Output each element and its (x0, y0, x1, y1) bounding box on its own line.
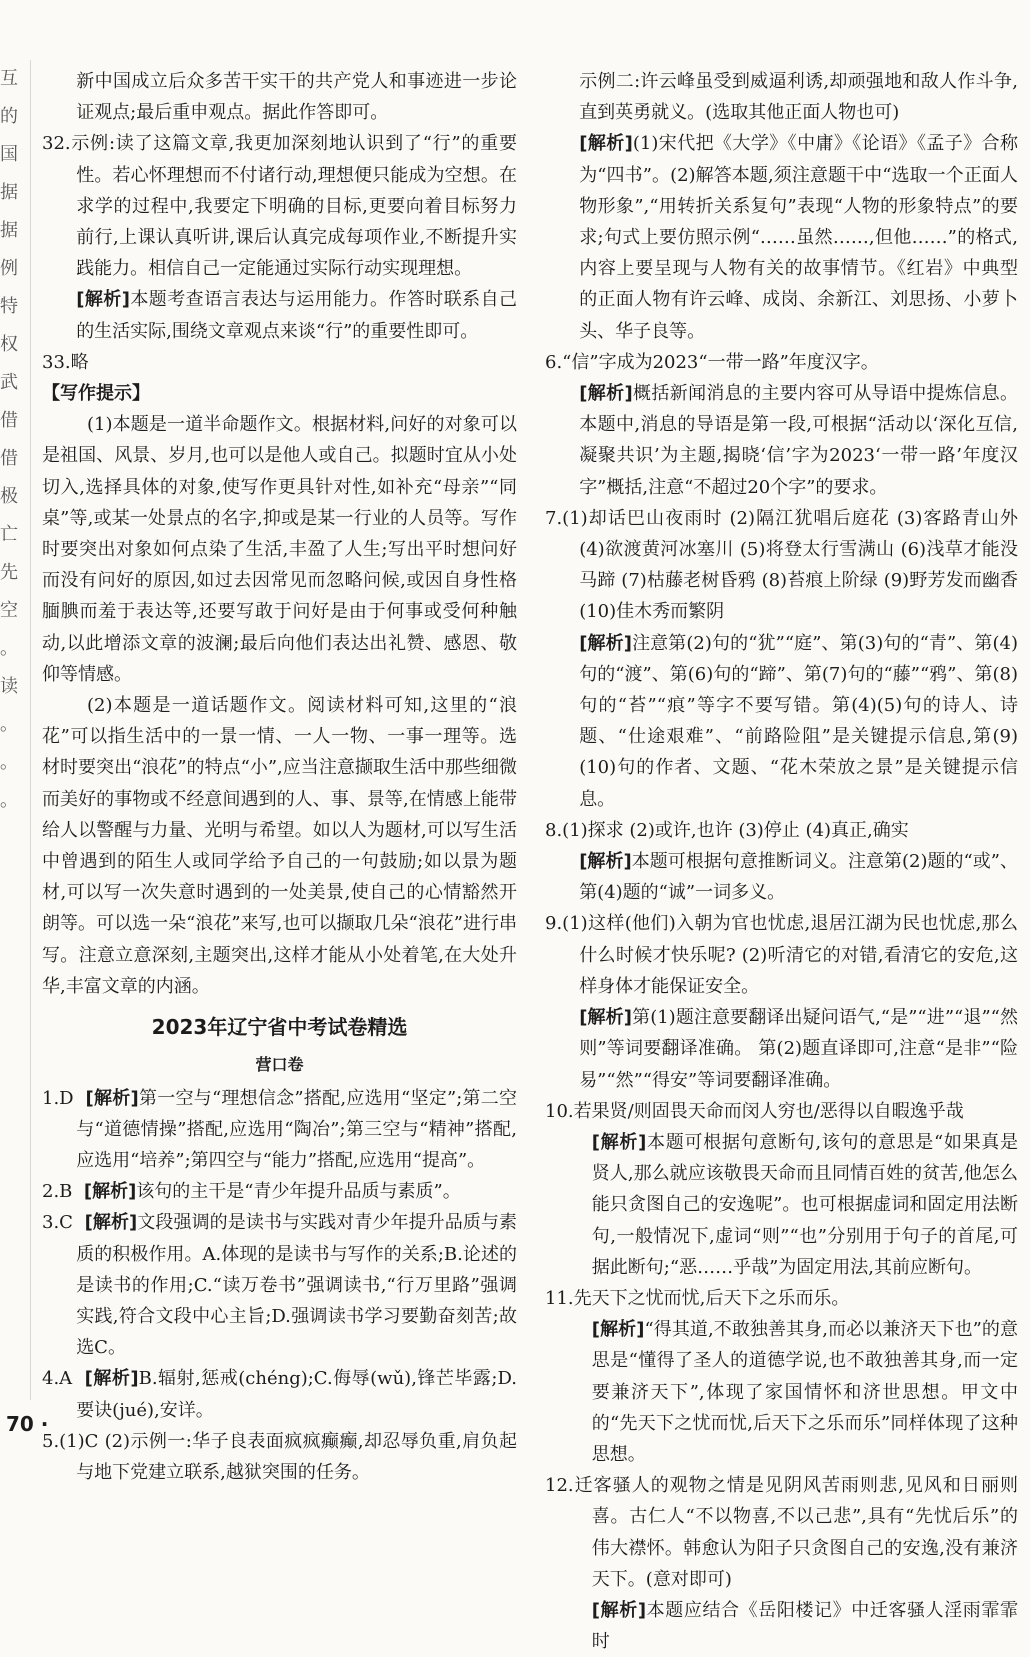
analysis-tag: [解析] (579, 851, 632, 873)
q5-analysis: [解析](1)宋代把《大学》《中庸》《论语》《孟子》合称为“四书”。(2)解答本题,须注意题干中“选取一个正面人物形象”,“用转折关系复句”表现“人物的形象特点”的要求;句式上要仿照示例“……虽然……,但他……”的格式,内容上要呈现与人物有关的故事情节。《红岩》中典型的正面人物有许云峰、成岗、余新江、刘思扬、小萝卜头、华子良等。 (579, 133, 1018, 342)
gutter-char: 。 (0, 790, 18, 811)
gutter-char: 亡 (0, 524, 18, 545)
q12-analysis: [解析]本题应结合《岳阳楼记》中迁客骚人淫雨霏霏时 (591, 1599, 1019, 1653)
gutter-char: 。 (0, 714, 18, 735)
gutter-char: 先 (0, 562, 18, 583)
q10-analysis: [解析]本题可根据句意断句,该句的意思是“如果真是贤人,那么就应该敬畏天命而且同情百姓的贫苦,他怎么能只贪图自己的安逸呢”。也可根据虚词和固定用法断句,一般情况下,虚词“则”“也”分别用于句子的首尾,可据此断句;“恶……乎哉”为固定用法,其前应断句。 (591, 1131, 1019, 1278)
gutter-char: 。 (0, 752, 18, 773)
q7-analysis: [解析]注意第(2)句的“犹”“庭”、第(3)句的“青”、第(4)句的“渡”、第(6)句的“蹄”、第(7)句的“藤”“鸦”、第(8)句的“苔”“痕”等字不要写错。第(4)(5)句的诗人、诗题、“仕途艰难”、“前路险阻”是关键提示信息,第(9)(10)句的作者、文题、“花木荣放之景”是关键提示信息。 (579, 632, 1019, 810)
left-gutter-fragments (0, 60, 22, 960)
analysis-tag: [解析] (85, 1087, 139, 1109)
writing-tip-1: (1)本题是一道半命题作文。根据材料,问好的对象可以是祖国、风景、岁月,也可以是他人或自己。拟题时宜从小处切入,选择具体的对象,使写作更具针对性,如补充“母亲”“同桌”等,或某一处景点的名字,抑或是某一行业的人员等。写作时要突出对象如何点染了生活,丰盈了人生;写出平时想问好而没有问好的原因,如过去因常见而忽略问候,或因自身性格腼腆而羞于表达等,还要写敢于问好是由于何事或受何种触动,以此增添文章的波澜;最后向他们表达出礼赞、感恩、敬仰等情感。 (42, 414, 517, 685)
q11-analysis: [解析]“得其道,不敢独善其身,而必以兼济天下也”的意思是“懂得了圣人的道德学说,也不敢独善其身,而一定要兼济天下”,体现了家国情怀和济世思想。甲文中的“先天下之忧而忧,后天下之乐而乐”同样体现了这种思想。 (591, 1319, 1018, 1465)
page-number: 70 · (6, 1412, 49, 1436)
analysis-tag: [解析] (83, 1181, 137, 1203)
q6-answer: 6.“信”字成为2023“一带一路”年度汉字。 (545, 351, 879, 373)
analysis-tag: [解析] (579, 632, 632, 654)
analysis-tag: [解析] (591, 1599, 647, 1621)
gutter-char: 的 (0, 106, 18, 127)
section-title: 2023年辽宁省中考试卷精选 (151, 1015, 408, 1040)
q31-continuation: 新中国成立后众多苦干实干的共产党人和事迹进一步论证观点;最后重申观点。据此作答即可。 (76, 71, 517, 124)
gutter-divider (30, 60, 31, 1400)
gutter-char: 权 (0, 334, 18, 355)
writing-tip-2: (2)本题是一道话题作文。阅读材料可知,这里的“浪花”可以指生活中的一景一情、一人一物、一事一理等。选材时要突出“浪花”的特点“小”,应当注意撷取生活中那些细微而美好的事物或不经意间遇到的人、事、景等,在情感上能带给人以警醒与力量、光明与希望。如以人为题材,可以写生活中曾遇到的陌生人或同学给予自己的一句鼓励;如以景为题材,可以写一次失意时遇到的一处美景,使自己的心情豁然开朗等。可以选一朵“浪花”来写,也可以撷取几朵“浪花”进行串写。注意立意深刻,主题突出,这样才能从小处着笔,在大处升华,丰富文章的内涵。 (42, 695, 517, 997)
gutter-char: 空 (0, 600, 18, 621)
gutter-char: 。 (0, 638, 18, 659)
q32-answer: 32.示例:读了这篇文章,我更加深刻地认识到了“行”的重要性。若心怀理想而不付诸行动,理想便只能成为空想。在求学的过程中,我要定下明确的目标,更要向着目标努力前行,上课认真听讲,课后认真完成每项作业,不断提升实践能力。相信自己一定能通过实际行动实现理想。 (42, 133, 517, 280)
subsection-title: 营口卷 (255, 1055, 304, 1075)
q7-answer: 7.(1)却话巴山夜雨时 (2)隔江犹唱后庭花 (3)客路青山外 (4)欲渡黄河冰塞川 (5)将登太行雪满山 (6)浅草才能没马蹄 (7)枯藤老树昏鸦 (8)苔痕上阶绿 (9)野芳发而幽香 (10)佳木秀而繁阴 (545, 507, 1018, 623)
analysis-tag: [解析] (579, 1007, 632, 1029)
q5-continuation: 示例二:许云峰虽受到威逼利诱,却顽强地和敌人作斗争,直到英勇就义。(选取其他正面人物也可) (579, 71, 1018, 124)
q9-analysis: [解析]第(1)题注意要翻译出疑问语气,“是”“进”“退”“然则”等词要翻译准确。 第(2)题直译即可,注意“是非”“险易”“然”“得安”等词要翻译准确。 (579, 1007, 1018, 1091)
gutter-char: 借 (0, 410, 18, 431)
right-column (545, 66, 1018, 1657)
left-column (42, 66, 517, 1488)
gutter-char: 据 (0, 220, 18, 241)
q8-answer: 8.(1)探求 (2)或许,也许 (3)停止 (4)真正,确实 (545, 819, 909, 841)
gutter-char: 特 (0, 296, 18, 317)
gutter-char: 据 (0, 182, 18, 203)
analysis-tag: [解析] (591, 1319, 645, 1341)
q1-answer: 1.D [解析]第一空与“理想信念”搭配,应选用“坚定”;第二空与“道德情操”搭配,应选用“陶冶”;第三空与“精神”搭配,应选用“培养”;第四空与“能力”搭配,应选用“提高”。 (42, 1087, 518, 1171)
gutter-char: 国 (0, 144, 18, 165)
analysis-tag: [解析] (579, 383, 633, 405)
analysis-tag: [解析] (84, 1368, 139, 1390)
q10-answer: 10.若果贤/则固畏天命而闵人穷也/恶得以自暇逸乎哉 (545, 1100, 964, 1122)
q33-answer: 33.略 (42, 351, 89, 373)
q2-answer: 2.B [解析]该句的主干是“青少年提升品质与素质”。 (42, 1181, 461, 1203)
q5-answer: 5.(1)C (2)示例一:华子良表面疯疯癫癫,却忍辱负重,肩负起与地下党建立联系,越狱突围的任务。 (42, 1430, 517, 1483)
gutter-char: 例 (0, 258, 18, 279)
q11-answer: 11.先天下之忧而忧,后天下之乐而乐。 (545, 1287, 850, 1309)
analysis-tag: [解析] (579, 133, 633, 155)
q3-answer: 3.C [解析]文段强调的是读书与实践对青少年提升品质与素质的积极作用。A.体现的是读书与写作的关系;B.论述的是读书的作用;C.“读万卷书”强调读书,“行万里路”强调实践,符合文段中心主旨;D.强调读书学习要勤奋刻苦;故选C。 (42, 1212, 517, 1359)
gutter-char: 借 (0, 448, 18, 469)
q9-answer: 9.(1)这样(他们)入朝为官也忧虑,退居江湖为民也忧虑,那么什么时候才快乐呢? (2)听清它的对错,看清它的安危,这样身体才能保证安全。 (545, 913, 1018, 997)
gutter-char: 武 (0, 372, 18, 393)
gutter-char: 极 (0, 486, 18, 507)
writing-tips-heading: 【写作提示】 (42, 383, 150, 405)
analysis-tag: [解析] (76, 289, 130, 311)
q12-answer: 12.迁客骚人的观物之情是见阴风苦雨则悲,见风和日丽则喜。古仁人“不以物喜,不以己悲”,具有“先忧后乐”的伟大襟怀。韩愈认为阳子只贪图自己的安逸,没有兼济天下。(意对即可) (545, 1475, 1018, 1590)
gutter-char: 读 (0, 676, 18, 697)
analysis-tag: [解析] (591, 1131, 647, 1153)
gutter-char: 互 (0, 68, 18, 89)
q4-answer: 4.A [解析]B.辐射,惩戒(chéng);C.侮辱(wǔ),锋芒毕露;D.要诀(jué),安详。 (42, 1368, 517, 1421)
q6-analysis: [解析]概括新闻消息的主要内容可从导语中提炼信息。本题中,消息的导语是第一段,可根据“活动以‘深化互信,凝聚共识’为主题,揭晓‘信’字为2023‘一带一路’年度汉字”概括,注意“不超过20个字”的要求。 (579, 383, 1018, 498)
q32-analysis: [解析]本题考查语言表达与运用能力。作答时联系自己的生活实际,围绕文章观点来谈“行”的重要性即可。 (76, 289, 517, 342)
analysis-tag: [解析] (84, 1212, 138, 1234)
q8-analysis: [解析]本题可根据句意推断词义。注意第(2)题的“或”、第(4)题的“诚”一词多义。 (579, 851, 1019, 904)
